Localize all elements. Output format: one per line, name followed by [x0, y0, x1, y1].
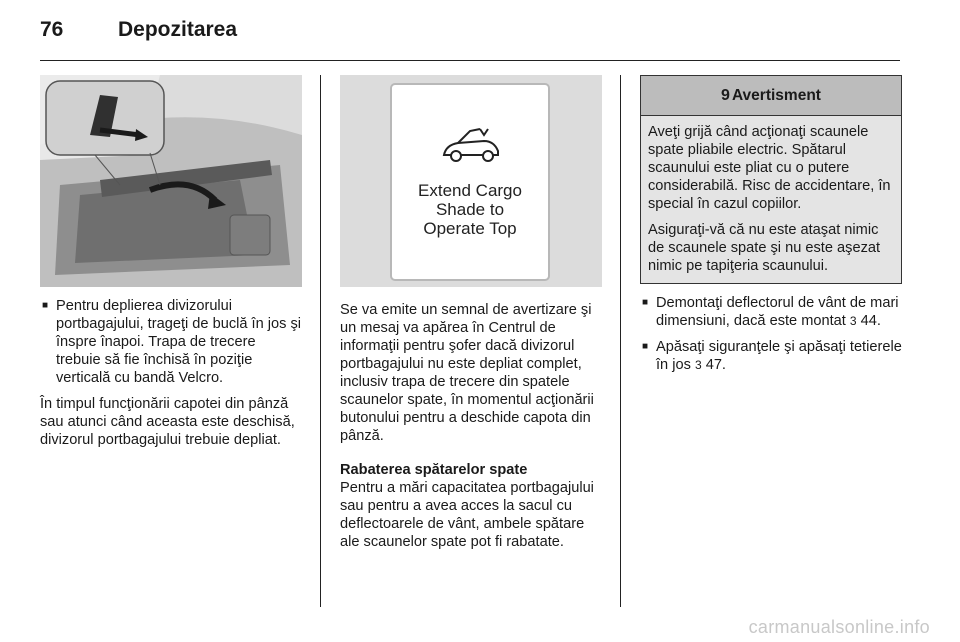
- bullet-icon: ■: [642, 341, 649, 352]
- warning-box: [640, 75, 902, 284]
- column-divider-right: [620, 75, 621, 607]
- page-header: [40, 18, 237, 48]
- column-divider-left: [320, 75, 321, 607]
- page-title: Depozitarea: [118, 18, 238, 41]
- bullet-icon: ■: [642, 297, 649, 308]
- list-item: [640, 294, 902, 330]
- paragraph: În timpul funcţionării capotei din pânză sau atunci când aceasta este deschisă, divizorul portbagajului trebuie depliat.: [40, 396, 295, 448]
- bullet-icon: ■: [42, 300, 49, 311]
- warning-triangle-icon: 9: [721, 86, 730, 104]
- display-message-illustration: [340, 75, 602, 287]
- paragraph: Aveţi grijă când acţionaţi scaunele spate pliabile electric. Spătarul scaunului este pliat cu o putere considerabilă. Risc de accidentare, în special în cazul copiilor.: [648, 124, 891, 212]
- display-message-line: Operate Top: [423, 219, 517, 238]
- display-message-line: Shade to: [435, 200, 505, 219]
- list-item-text: Pentru deplierea divizorului portbagajului, trageţi de buclă în jos şi înspre înapoi. Trapa de trecere trebuie să fie închisă în poziţie verticală cu bandă Velcro.: [56, 298, 302, 386]
- list-item: [40, 297, 302, 387]
- page-number: 76: [40, 18, 64, 41]
- display-message-line: Extend Cargo: [418, 181, 522, 200]
- section-heading: Rabaterea spătarelor spate: [340, 462, 528, 478]
- trunk-divider-illustration: [40, 75, 302, 287]
- trunk-illustration-icon: [40, 75, 302, 287]
- column-left: [40, 75, 302, 449]
- column-right: [640, 75, 902, 374]
- page-reference-icon: 3: [694, 358, 702, 372]
- warning-title: Avertisment: [731, 86, 821, 104]
- warning-body: [641, 116, 901, 283]
- paragraph: Pentru a mări capacitatea portbagajului sau pentru a avea acces la sacul cu deflectoarele de vânt, ambele spătare ale scaunelor spate pot fi rabatate.: [340, 480, 594, 550]
- paragraph: Asiguraţi-vă că nu este ataşat nimic de scaunele spate şi nu este aşezat nimic pe tapiţeria scaunului.: [648, 222, 881, 274]
- watermark: carmanualsonline.info: [748, 617, 930, 637]
- paragraph: Se va emite un semnal de avertizare şi un mesaj va apărea în Centrul de informaţii pentru şofer dacă divizorul portbagajului nu este depliat complet, inclusiv trapa de trecere din spatele scaunelor spate, în momentul acţionării butonului pentru a deschide capota din pânză.: [340, 302, 594, 444]
- header-divider: [40, 60, 900, 61]
- convertible-car-icon: [436, 127, 506, 167]
- warning-header: [641, 76, 901, 116]
- page-reference-link[interactable]: 44.: [860, 313, 881, 329]
- dic-display-panel: [390, 83, 550, 281]
- display-message: [392, 181, 548, 238]
- list-item-text: Demontaţi deflectorul de vânt de mari dimensiuni, dacă este montat: [656, 295, 899, 329]
- list-item-text: Apăsaţi siguranţele şi apăsaţi tetierele în jos: [656, 339, 902, 373]
- list-item: [640, 338, 902, 374]
- column-middle: [340, 75, 602, 551]
- page-reference-icon: 3: [849, 314, 857, 328]
- page-reference-link[interactable]: 47.: [705, 357, 726, 373]
